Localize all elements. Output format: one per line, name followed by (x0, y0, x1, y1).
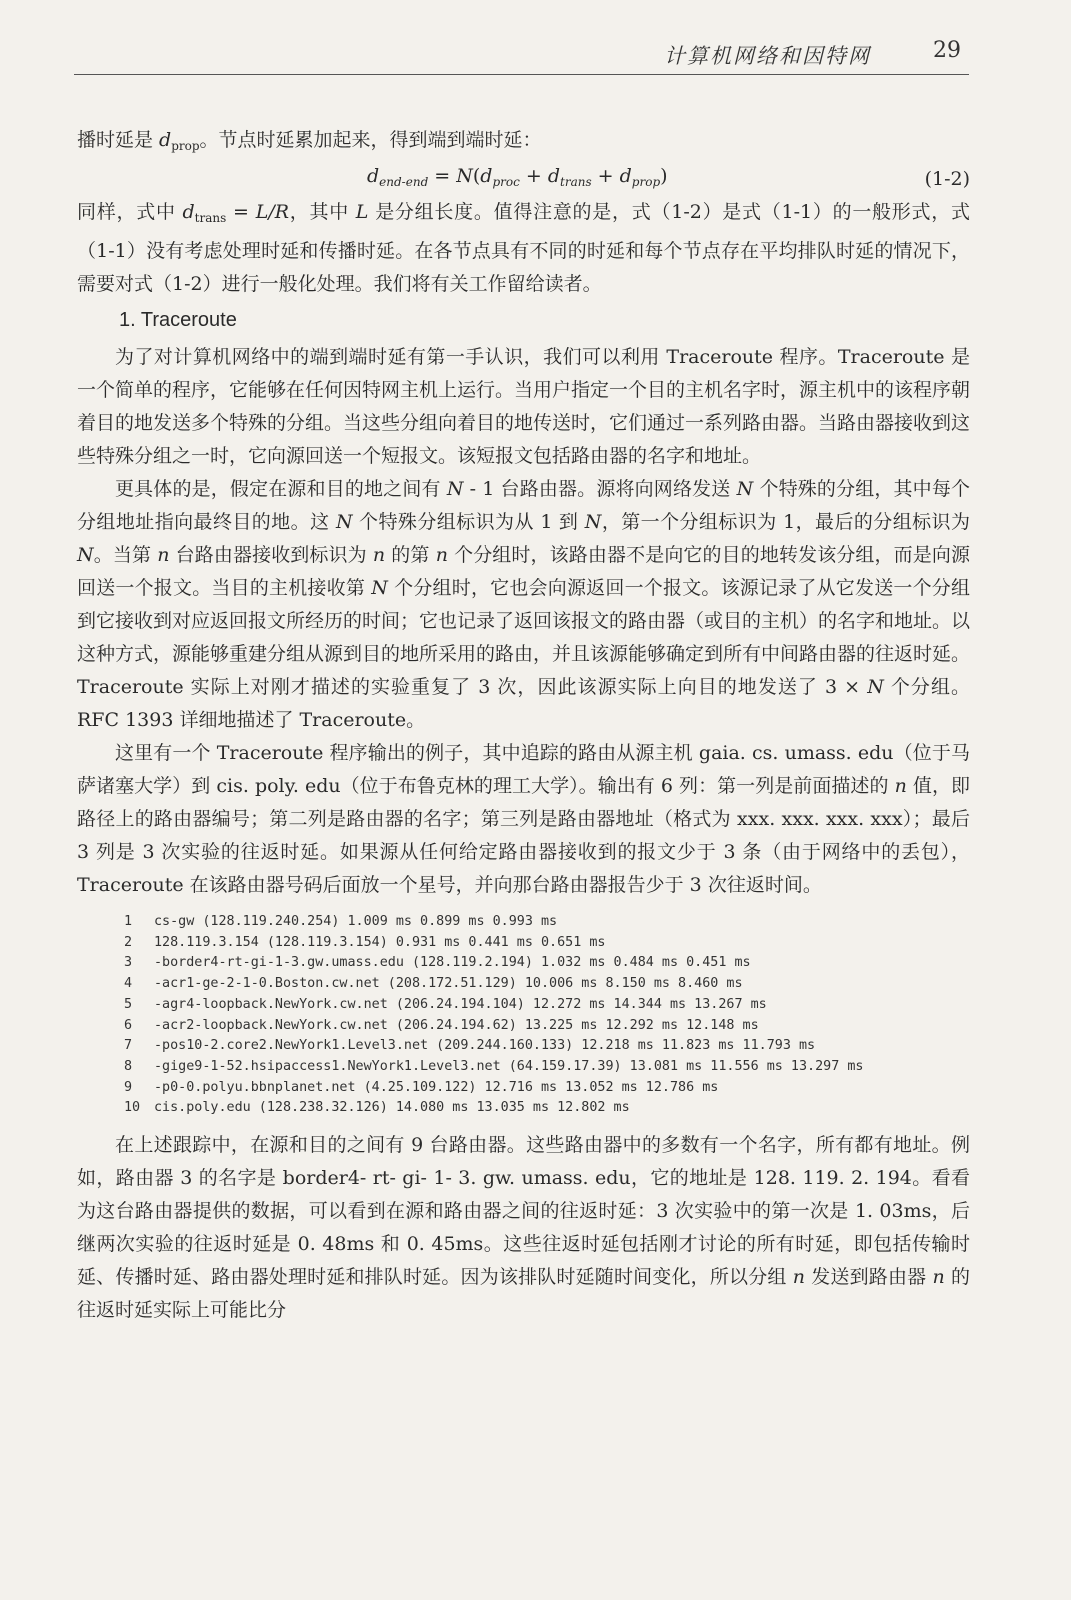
output-line: 3 -border4-rt-gi-1-3.gw.umass.edu (128.119.2.194) 1.032 ms 0.484 ms 0.451 ms (124, 955, 751, 971)
equation-1-2 (77, 163, 970, 196)
traceroute-output (124, 912, 970, 1119)
page-number: 29 (933, 38, 961, 63)
output-line: 1 cs-gw (128.119.240.254) 1.009 ms 0.899 ms 0.993 ms (124, 914, 558, 929)
output-line: 4 -acr1-ge-2-1-0.Boston.cw.net (208.172.51.129) 10.006 ms 8.150 ms 8.460 ms (124, 976, 743, 992)
paragraph-traceroute-example: 这里有一个 Traceroute 程序输出的例子，其中追踪的路由从源主机 gaia. cs. umass. edu（位于马萨诸塞大学）到 cis. poly. edu（位于布鲁克林的理工大学）。输出有 6 列：第一列是前面描述的 n 值，即路径上的路由器编号；第二列是路由器的名字；第三列是路由器地址（格式为 xxx. xxx. xxx. xxx）；最后 3 列是 3 次实验的往返时延。如果源从任何给定路由器接收到的报文少于 3 条（由于网络中的丢包），Traceroute 在该路由器号码后面放一个星号，并向那台路由器报告少于 3 次往返时间。 (77, 742, 970, 896)
page-body (77, 124, 970, 1327)
running-title: 计算机网络和因特网 (664, 44, 871, 68)
page-header (74, 34, 969, 75)
output-line: 5 -agr4-loopback.NewYork.cw.net (206.24.194.104) 12.272 ms 14.344 ms 13.267 ms (124, 996, 767, 1012)
paragraph-traceroute-intro: 为了对计算机网络中的端到端时延有第一手认识，我们可以利用 Traceroute 程序。Traceroute 是一个简单的程序，它能够在任何因特网主机上运行。当用户指定一个目的主机名字时，源主机中的该程序朝着目的地发送多个特殊的分组。当这些分组向着目的地传送时，它们通过一系列路由器。当路由器接收到这些特殊分组之一时，它向源回送一个短报文。该短报文包括路由器的名字和地址。 (77, 346, 971, 467)
equation-number: (1-2) (924, 168, 970, 190)
output-line: 8 -gige9-1-52.hsipaccess1.NewYork1.Level3.net (64.159.17.39) 13.081 ms 11.556 ms 13.297 ms (124, 1058, 864, 1074)
output-line: 2 128.119.3.154 (128.119.3.154) 0.931 ms 0.441 ms 0.651 ms (124, 934, 606, 950)
output-line: 7 -pos10-2.core2.NewYork1.Level3.net (209.244.160.133) 12.218 ms 11.823 ms 11.793 ms (124, 1038, 816, 1054)
section-heading: 1. Traceroute (119, 309, 237, 331)
paragraph-intro: 播时延是 $d_{prop}$。节点时延累加起来，得到端到端时延： (77, 129, 542, 153)
output-line: 9 -p0-0.polyu.bbnplanet.net (4.25.109.122) 12.716 ms 13.052 ms 12.786 ms (124, 1079, 719, 1095)
output-line: 10 cis.poly.edu (128.238.32.126) 14.080 ms 13.035 ms 12.802 ms (124, 1100, 630, 1116)
paragraph-traceroute-detail: 更具体的是，假定在源和目的地之间有 N - 1 台路由器。源将向网络发送 N 个特殊的分组，其中每个分组地址指向最终目的地。这 N 个特殊分组标识为从 1 到 N，第一个分组标识为 1，最后的分组标识为 N。当第 n 台路由器接收到标识为 n 的第 n 个分组时，该路由器不是向它的目的地转发该分组，而是向源回送一个报文。当目的主机接收第 N 个分组时，它也会向源返回一个报文。该源记录了从它发送一个分组到它接收到对应返回报文所经历的时间；它也记录了返回该报文的路由器（或目的主机）的名字和地址。以这种方式，源能够重建分组从源到目的地所采用的路由，并且该源能够确定到所有中间路由器的往返时延。Traceroute 实际上对刚才描述的实验重复了 3 次，因此该源实际上向目的地发送了 3 × N 个分组。RFC 1393 详细地描述了 Traceroute。 (77, 478, 971, 731)
equation-body: $d_{end-end} = N(d_{proc} + d_{trans} + d_{prop})$ (367, 165, 668, 189)
output-line: 6 -acr2-loopback.NewYork.cw.net (206.24.194.62) 13.225 ms 12.292 ms 12.148 ms (124, 1017, 759, 1033)
paragraph-formula-note: 同样，式中 $d_{trans} = L/R$，其中 L 是分组长度。值得注意的是，式（1-2）是式（1-1）的一般形式，式（1-1）没有考虑处理时延和传播时延。在各节点具有不同的时延和每个节点存在平均排队时延的情况下，需要对式（1-2）进行一般化处理。我们将有关工作留给读者。 (77, 201, 971, 295)
paragraph-traceroute-analysis: 在上述跟踪中，在源和目的之间有 9 台路由器。这些路由器中的多数有一个名字，所有都有地址。例如，路由器 3 的名字是 border4- rt- gi- 1- 3. gw. umass. edu，它的地址是 128. 119. 2. 194。看看为这台路由器提供的数据，可以看到在源和路由器之间的往返时延：3 次实验中的第一次是 1. 03ms，后继两次实验的往返时延是 0. 48ms 和 0. 45ms。这些往返时延包括刚才讨论的所有时延，即包括传输时延、传播时延、路由器处理时延和排队时延。因为该排队时延随时间变化，所以分组 n 发送到路由器 n 的往返时延实际上可能比分 (77, 1134, 970, 1322)
